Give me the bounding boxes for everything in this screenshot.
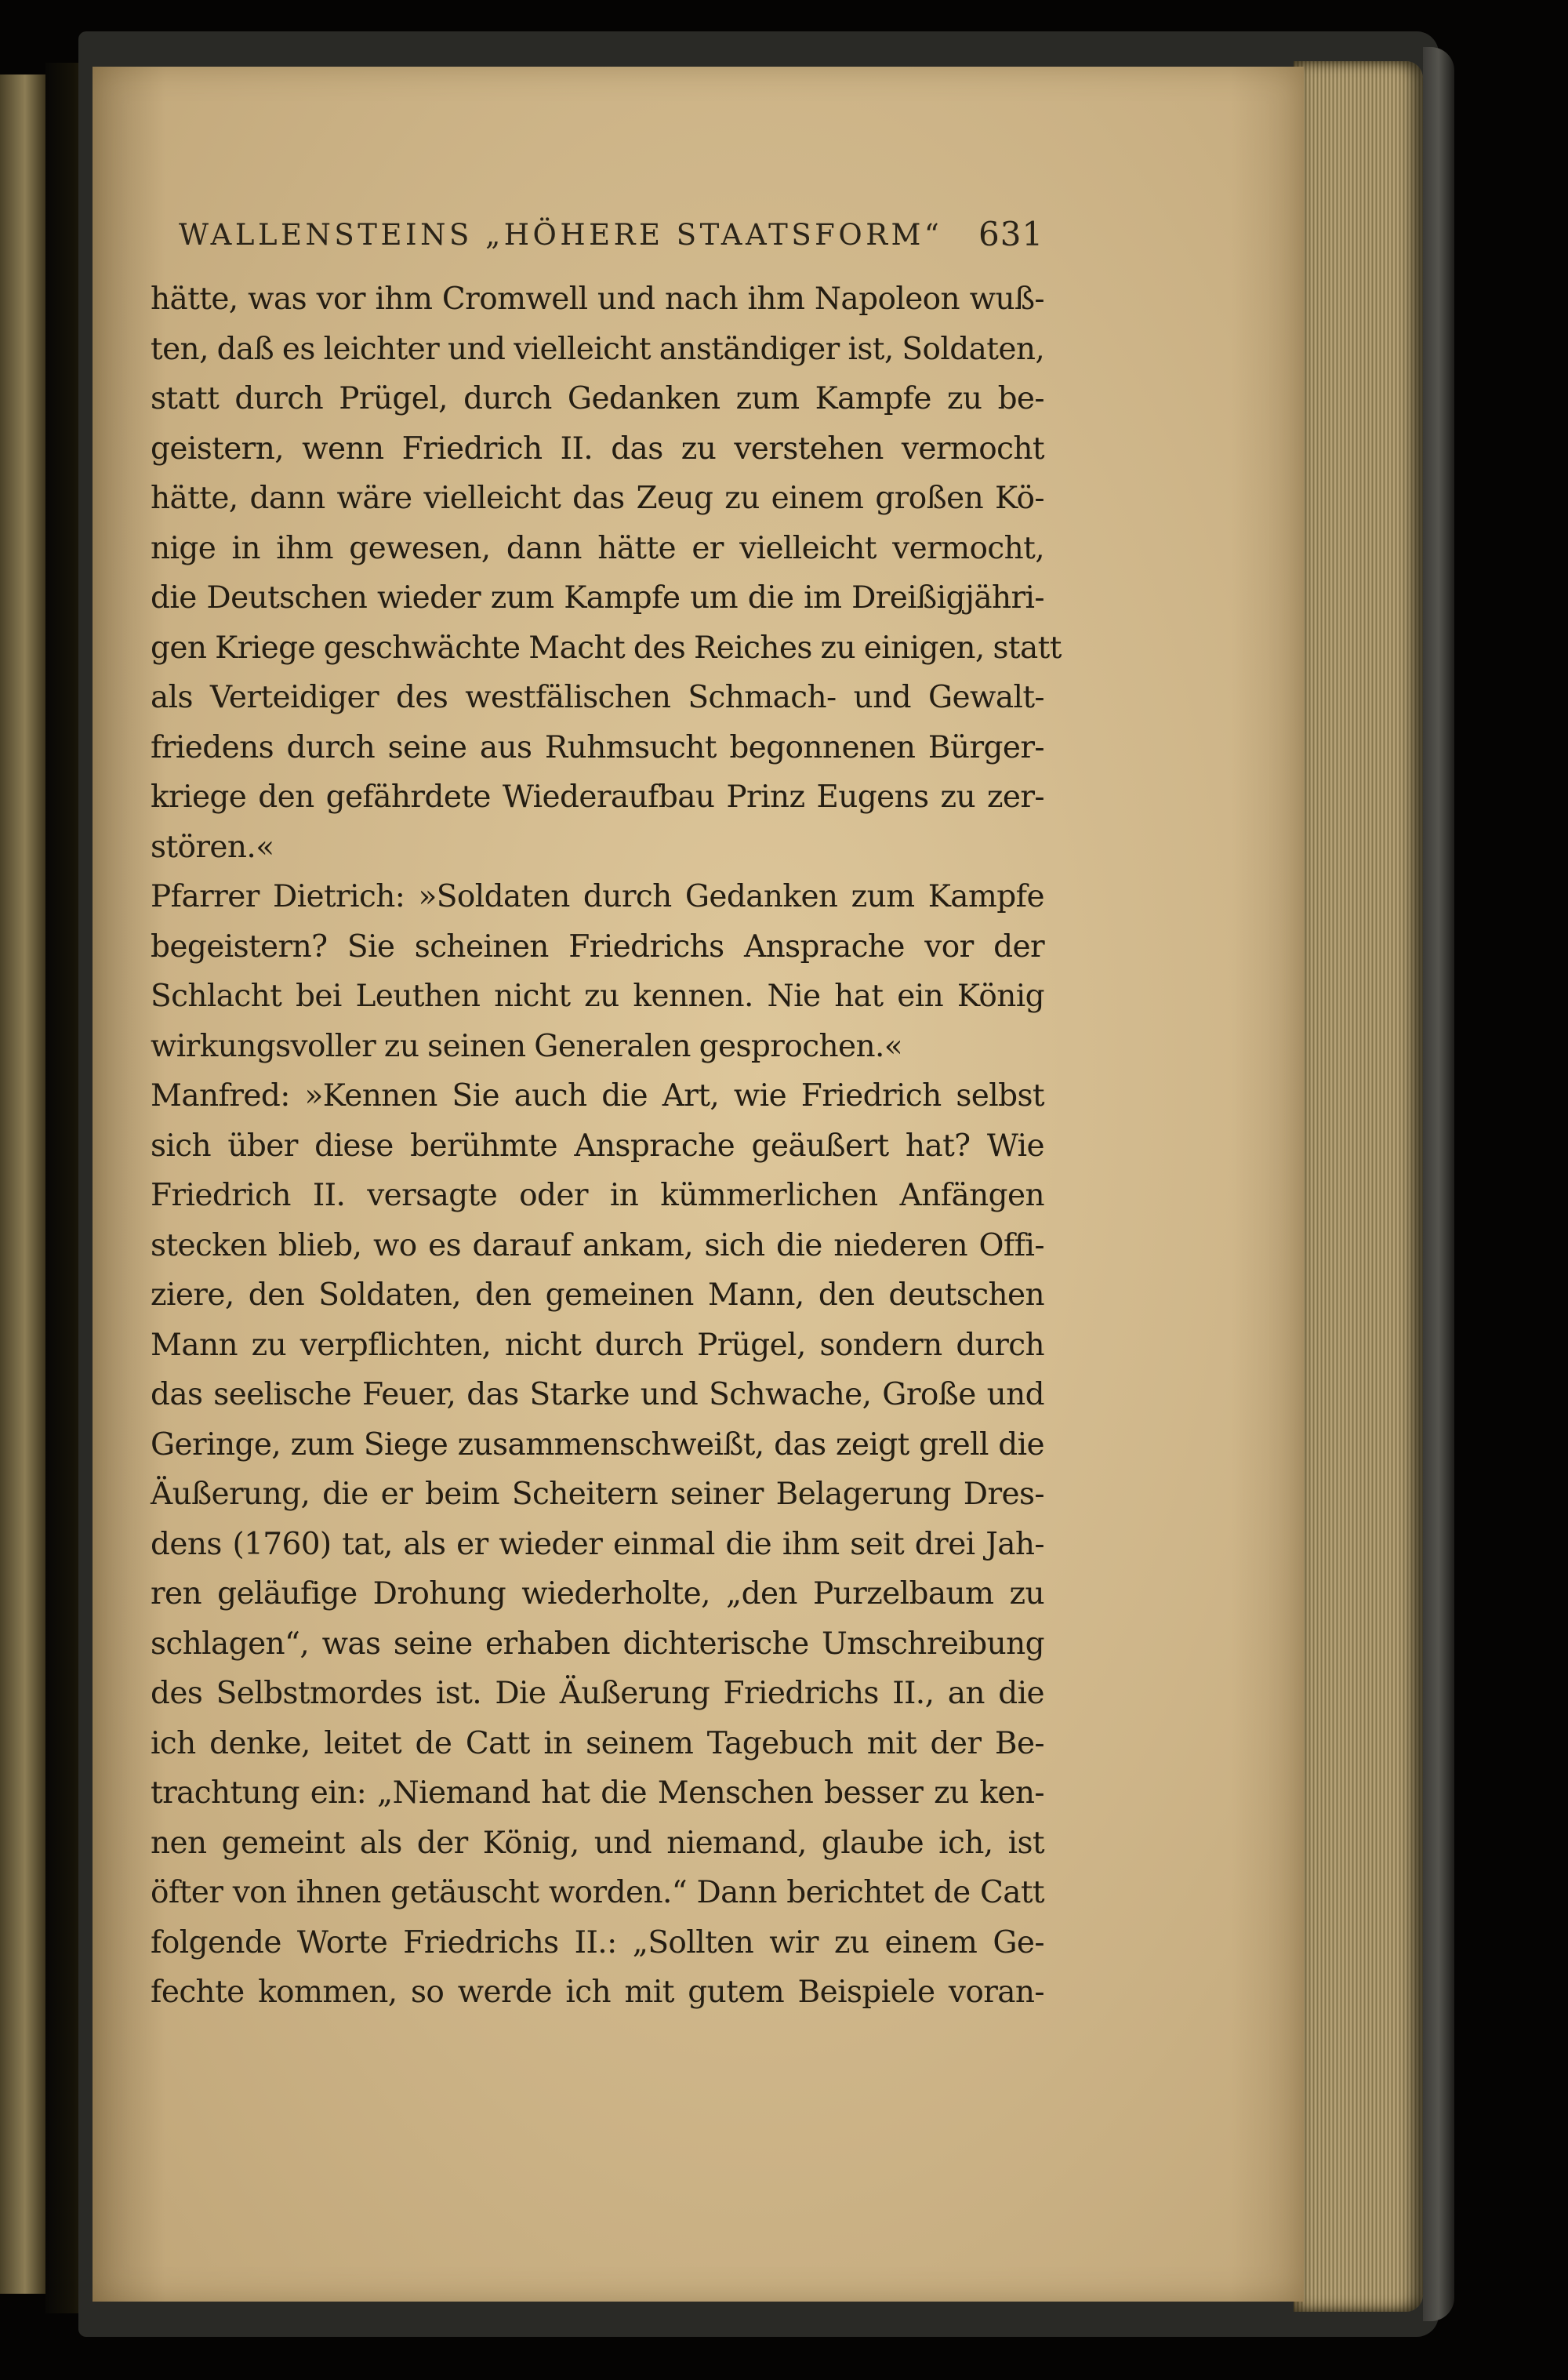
text-line: ren geläufige Drohung wiederholte, „den Purzelbaum zu (151, 1576, 1044, 1611)
text-line: gen Kriege geschwächte Macht des Reiches zu einigen, statt (151, 630, 1062, 666)
text-line: wirkungsvoller zu seinen Generalen gesprochen.« (151, 1028, 903, 1064)
page-number: 631 (978, 215, 1044, 253)
text-line: Äußerung, die er beim Scheitern seiner Belagerung Dres- (151, 1477, 1044, 1512)
text-line: hätte, was vor ihm Cromwell und nach ihm Napoleon wuß- (151, 282, 1044, 317)
left-page-edge (0, 74, 45, 2294)
text-line: stecken blieb, wo es darauf ankam, sich die niederen Offi- (151, 1227, 1044, 1263)
text-line: dens (1760) tat, als er wieder einmal die ihm seit drei Jah- (151, 1526, 1044, 1562)
text-line: ziere, den Soldaten, den gemeinen Mann, den deutschen (151, 1277, 1044, 1313)
text-line: trachtung ein: „Niemand hat die Menschen besser zu ken- (151, 1775, 1044, 1811)
text-line: öfter von ihnen getäuscht worden.“ Dann berichtet de Catt (151, 1875, 1044, 1910)
text-line: ten, daß es leichter und vielleicht anständiger ist, Soldaten, (151, 331, 1045, 367)
text-line: ich denke, leitet de Catt in seinem Tagebuch mit der Be- (151, 1725, 1044, 1761)
text-line: kriege den gefährdete Wiederaufbau Prinz Eugens zu zer- (151, 779, 1044, 815)
text-line: Geringe, zum Siege zusammenschweißt, das zeigt grell die (151, 1426, 1044, 1463)
text-line: als Verteidiger des westfälischen Schmach- und Gewalt- (151, 680, 1044, 715)
text-line: stören.« (151, 829, 274, 865)
text-line: geistern, wenn Friedrich II. das zu verstehen vermocht (151, 431, 1044, 467)
text-line: friedens durch seine aus Ruhmsucht begonnenen Bürger- (151, 729, 1044, 765)
text-line: des Selbstmordes ist. Die Äußerung Friedrichs II., an die (151, 1676, 1044, 1711)
cover-edge (1423, 47, 1454, 2321)
page-edges (1294, 61, 1423, 2312)
text-line: Mann zu verpflichten, nicht durch Prügel, sondern durch (151, 1327, 1044, 1363)
text-line: fechte kommen, so werde ich mit gutem Beispiele voran- (151, 1975, 1044, 2010)
page-header (179, 215, 1044, 265)
text-line: das seelische Feuer, das Starke und Schwache, Große und (151, 1377, 1044, 1412)
text-line: Friedrich II. versagte oder in kümmerlichen Anfängen (151, 1178, 1044, 1213)
text-line: Schlacht bei Leuthen nicht zu kennen. Nie hat ein König (151, 979, 1044, 1014)
text-line: nen gemeint als der König, und niemand, glaube ich, ist (151, 1825, 1044, 1861)
text-line: statt durch Prügel, durch Gedanken zum Kampfe zu be- (151, 381, 1044, 416)
text-line: folgende Worte Friedrichs II.: „Sollten wir zu einem Ge- (151, 1924, 1044, 1960)
text-line: sich über diese berühmte Ansprache geäußert hat? Wie (151, 1128, 1044, 1164)
text-line: Pfarrer Dietrich: »Soldaten durch Gedanken zum Kampfe (151, 879, 1044, 914)
text-line: begeistern? Sie scheinen Friedrichs Ansprache vor der (151, 928, 1044, 965)
text-line: Manfred: »Kennen Sie auch die Art, wie Friedrich selbst (151, 1078, 1044, 1114)
text-line: hätte, dann wäre vielleicht das Zeug zu einem großen Kö- (151, 481, 1044, 516)
running-head: WALLENSTEINS „HÖHERE STAATSFORM“ (179, 218, 943, 252)
text-line: schlagen“, was seine erhaben dichterische Umschreibung (151, 1626, 1044, 1662)
body-text (151, 274, 1062, 2018)
text-line: die Deutschen wieder zum Kampfe um die im Dreißigjähri- (151, 580, 1044, 616)
text-line: nige in ihm gewesen, dann hätte er vielleicht vermocht, (151, 530, 1044, 566)
